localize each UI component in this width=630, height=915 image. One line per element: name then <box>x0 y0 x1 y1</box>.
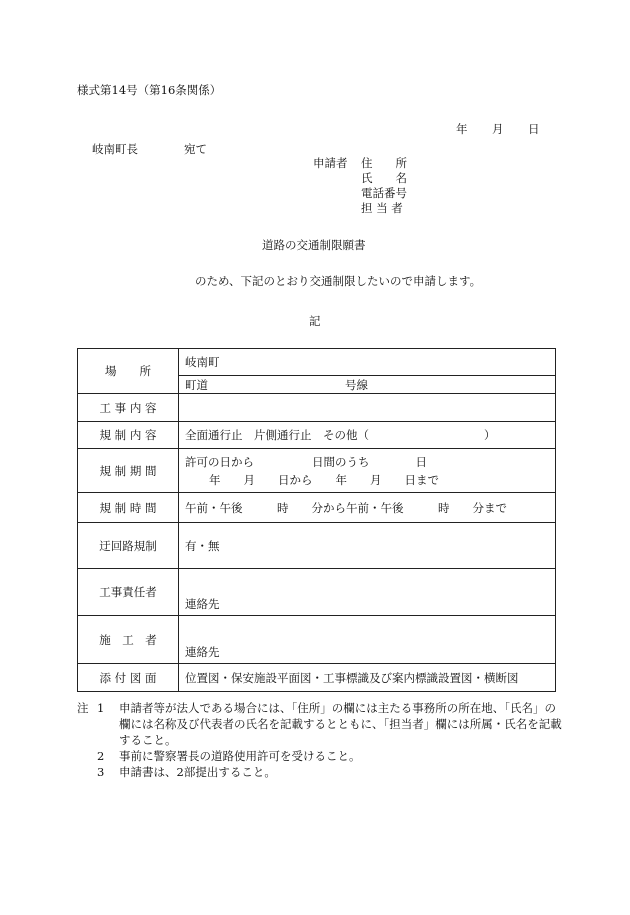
restriction-time-label: 規 制 時 間 <box>78 493 179 523</box>
responsible-label: 工事責任者 <box>78 569 179 616</box>
date-year-label: 年 <box>456 122 468 136</box>
restriction-period-label: 規 制 期 間 <box>78 449 179 493</box>
attachments-label: 添 付 図 面 <box>78 664 179 692</box>
location-label: 場 所 <box>78 349 179 394</box>
work-content-value <box>179 394 556 422</box>
addressee-name: 岐南町長 <box>92 142 138 156</box>
detour-value: 有・無 <box>179 523 556 569</box>
contractor-label: 施 工 者 <box>78 616 179 664</box>
note-item <box>77 764 562 780</box>
applicant-label: 申請者 <box>313 156 348 170</box>
form-number: 様式第14号（第16条関係） <box>77 83 222 97</box>
restriction-period-value <box>179 449 556 493</box>
responsible-contact-label: 連絡先 <box>185 597 220 611</box>
notes-section <box>77 700 562 780</box>
note-number: 1 <box>97 701 105 715</box>
note-number: 3 <box>97 765 105 779</box>
ki-heading: 記 <box>309 314 321 328</box>
period-from-permit: 許可の日から <box>185 454 254 469</box>
contractor-contact-label: 連絡先 <box>185 645 220 659</box>
applicant-address-label: 住 所 <box>361 156 407 170</box>
applicant-name-label: 氏 名 <box>361 171 407 185</box>
note-text: 事前に警察署長の道路使用許可を受けること。 <box>119 749 361 763</box>
date-month-label: 月 <box>492 122 504 136</box>
attachments-value: 位置図・保安施設平面図・工事標識及び案内標識設置図・横断図 <box>179 664 556 692</box>
restriction-time-value: 午前・午後 時 分から午前・午後 時 分まで <box>179 493 556 523</box>
responsible-cell <box>179 569 556 616</box>
location-line1: 岐南町 <box>179 349 555 376</box>
work-content-label: 工 事 内 容 <box>78 394 179 422</box>
period-day-unit: 日 <box>415 454 427 469</box>
applicant-phone-label: 電話番号 <box>361 186 407 200</box>
intro-text: のため、下記のとおり交通制限したいので申請します。 <box>195 274 482 288</box>
restriction-content-label: 規 制 内 容 <box>78 422 179 449</box>
restriction-period-line2: 年 月 日から 年 月 日まで <box>209 472 439 487</box>
note-item <box>77 748 562 764</box>
note-number: 2 <box>97 749 105 763</box>
location-road-suffix: 号線 <box>345 377 368 392</box>
note-item <box>77 700 562 748</box>
applicant-person-label: 担 当 者 <box>361 201 403 215</box>
document-title: 道路の交通制限願書 <box>262 238 366 252</box>
addressee-suffix: 宛て <box>184 142 207 156</box>
note-text: 申請書は、2部提出すること。 <box>119 765 276 779</box>
detour-label: 迂回路規制 <box>78 523 179 569</box>
note-text: 申請者等が法人である場合には、「住所」の欄には主たる事務所の所在地、「氏名」の欄には名称及び代表者の氏名を記載するとともに、「担当者」欄には所属・氏名を記載すること。 <box>119 701 562 747</box>
restriction-period-line1 <box>185 453 555 471</box>
location-road-prefix: 町道 <box>185 377 208 392</box>
location-line2 <box>179 376 555 393</box>
date-day-label: 日 <box>528 122 540 136</box>
period-days-within: 日間のうち <box>312 454 370 469</box>
location-cell <box>179 349 556 394</box>
contractor-cell <box>179 616 556 664</box>
restriction-content-value: 全面通行止 片側通行止 その他（ ） <box>179 422 556 449</box>
notes-head: 注 <box>77 701 89 715</box>
application-table <box>77 348 556 692</box>
